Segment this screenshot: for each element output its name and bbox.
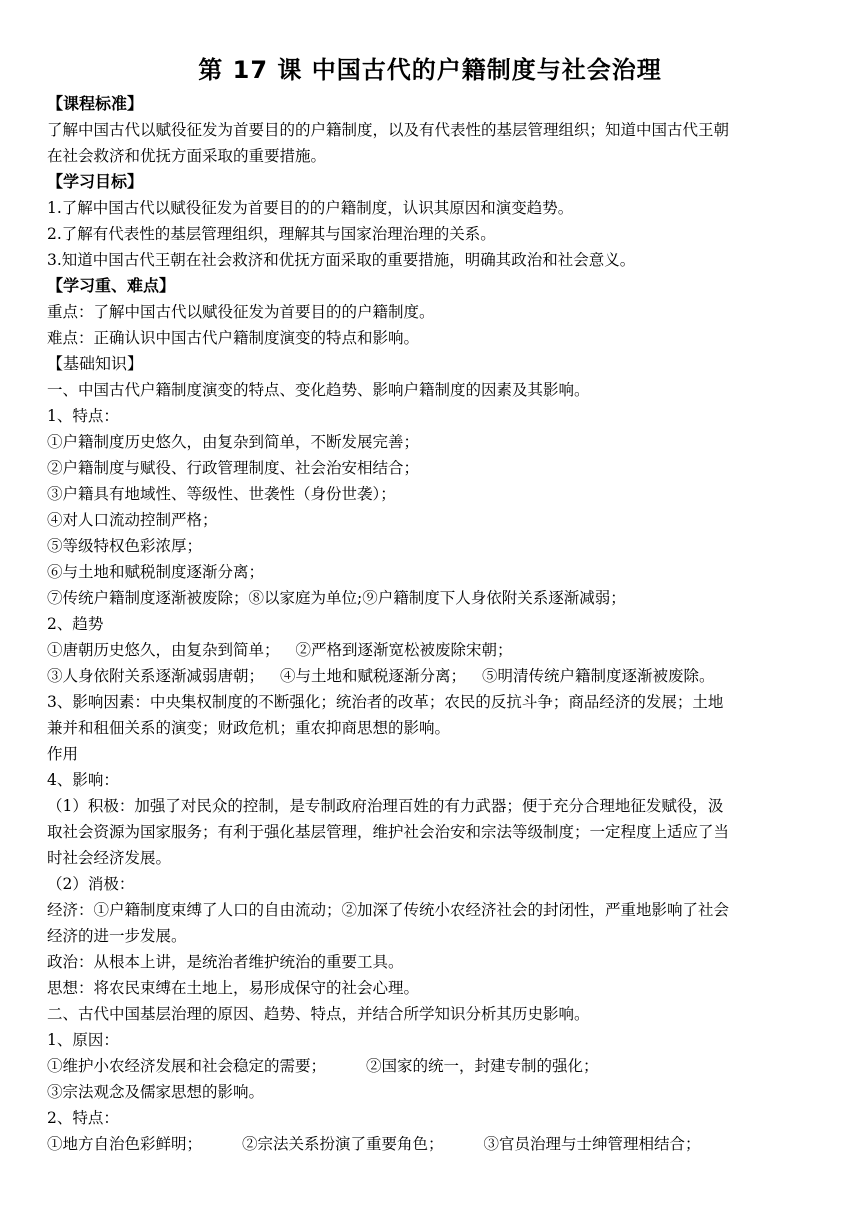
thought-impact: 思想：将农民束缚在土地上，易形成保守的社会心理。 — [47, 979, 420, 997]
heading-learning-goals: 【学习目标】 — [47, 172, 144, 191]
positive-impact-line-3: 时社会经济发展。 — [47, 849, 172, 867]
features-heading: 1、特点： — [47, 407, 119, 425]
factors-line-2: 兼并和租佃关系的演变；财政危机；重农抑商思想的影响。 — [47, 719, 451, 737]
goal-item-3: 3.知道中国古代王朝在社会救济和优抚方面采取的重要措施，明确其政治和社会意义。 — [47, 251, 636, 269]
characteristic-item-2: ②宗法关系扮演了重要角色； — [242, 1135, 444, 1153]
economy-impact-line-2: 经济的进一步发展。 — [47, 927, 187, 945]
key-point: 重点：了解中国古代以赋役征发为首要目的的户籍制度。 — [47, 303, 435, 321]
impact-heading: 4、影响： — [47, 771, 119, 789]
reason-item-2: ②国家的统一，封建专制的强化； — [366, 1057, 599, 1075]
feature-item-5: ⑤等级特权色彩浓厚； — [47, 537, 203, 555]
goal-item-1: 1.了解中国古代以赋役征发为首要目的的户籍制度，认识其原因和演变趋势。 — [47, 199, 574, 217]
negative-impact-heading: （2）消极： — [47, 875, 135, 893]
positive-impact-line-2: 取社会资源为国家服务；有利于强化基层管理，维护社会治安和宗法等级制度；一定程度上适应了当 — [47, 823, 730, 841]
reason-item-1: ①维护小农经济发展和社会稳定的需要； — [47, 1057, 327, 1075]
characteristic-item-1: ①地方自治色彩鲜明； — [47, 1135, 203, 1153]
difficult-point: 难点：正确认识中国古代户籍制度演变的特点和影响。 — [47, 329, 420, 347]
economy-impact-line-1: 经济：①户籍制度束缚了人口的自由流动；②加深了传统小农经济社会的封闭性，严重地影响了社会 — [47, 901, 730, 919]
characteristics-row — [47, 1132, 837, 1156]
reason-item-3: ③宗法观念及儒家思想的影响。 — [47, 1083, 265, 1101]
feature-item-4: ④对人口流动控制严格； — [47, 511, 218, 529]
feature-item-7-9: ⑦传统户籍制度逐渐被废除；⑧以家庭为单位;⑨户籍制度下人身依附关系逐渐减弱； — [47, 589, 626, 607]
lesson-title: 第 17 课 中国古代的户籍制度与社会治理 — [198, 56, 662, 84]
section-one-title: 一、中国古代户籍制度演变的特点、变化趋势、影响户籍制度的因素及其影响。 — [47, 381, 590, 399]
feature-item-1: ①户籍制度历史悠久，由复杂到简单，不断发展完善； — [47, 433, 420, 451]
trend-item-4: ④与土地和赋税逐渐分离； — [280, 667, 467, 685]
trend-row-1 — [47, 638, 837, 662]
reasons-heading: 1、原因： — [47, 1031, 119, 1049]
trend-item-5: ⑤明清传统户籍制度逐渐被废除。 — [482, 667, 715, 685]
trend-item-3: ③人身依附关系逐渐减弱唐朝； — [47, 667, 265, 685]
course-standard-line-2: 在社会救济和优抚方面采取的重要措施。 — [47, 147, 327, 165]
section-two-title: 二、古代中国基层治理的原因、趋势、特点，并结合所学知识分析其历史影响。 — [47, 1005, 590, 1023]
politics-impact: 政治：从根本上讲，是统治者维护统治的重要工具。 — [47, 953, 404, 971]
characteristic-item-3: ③官员治理与士绅管理相结合； — [483, 1135, 701, 1153]
role-label: 作用 — [47, 745, 79, 763]
factors-line-1: 3、影响因素：中央集权制度的不断强化；统治者的改革；农民的反抗斗争；商品经济的发展；土地 — [47, 693, 724, 711]
positive-impact-line-1: （1）积极：加强了对民众的控制，是专制政府治理百姓的有力武器；便于充分合理地征发赋役，汲 — [47, 797, 724, 815]
feature-item-3: ③户籍具有地域性、等级性、世袭性（身份世袭）； — [47, 485, 396, 503]
heading-course-standard: 【课程标准】 — [47, 94, 144, 113]
heading-basic-knowledge: 【基础知识】 — [47, 354, 144, 373]
goal-item-2: 2.了解有代表性的基层管理组织，理解其与国家治理治理的关系。 — [47, 225, 496, 243]
trend-item-2: ②严格到逐渐宽松被废除宋朝； — [295, 641, 513, 659]
characteristics-heading: 2、特点： — [47, 1109, 119, 1127]
trend-row-2 — [47, 664, 837, 688]
trend-heading: 2、趋势 — [47, 615, 104, 633]
feature-item-2: ②户籍制度与赋役、行政管理制度、社会治安相结合； — [47, 459, 420, 477]
trend-item-1: ①唐朝历史悠久，由复杂到简单； — [47, 641, 280, 659]
feature-item-6: ⑥与土地和赋税制度逐渐分离； — [47, 563, 265, 581]
course-standard-line-1: 了解中国古代以赋役征发为首要目的的户籍制度，以及有代表性的基层管理组织；知道中国古代王朝 — [47, 121, 730, 139]
heading-key-points: 【学习重、难点】 — [47, 276, 176, 295]
reasons-row-1 — [47, 1054, 837, 1078]
